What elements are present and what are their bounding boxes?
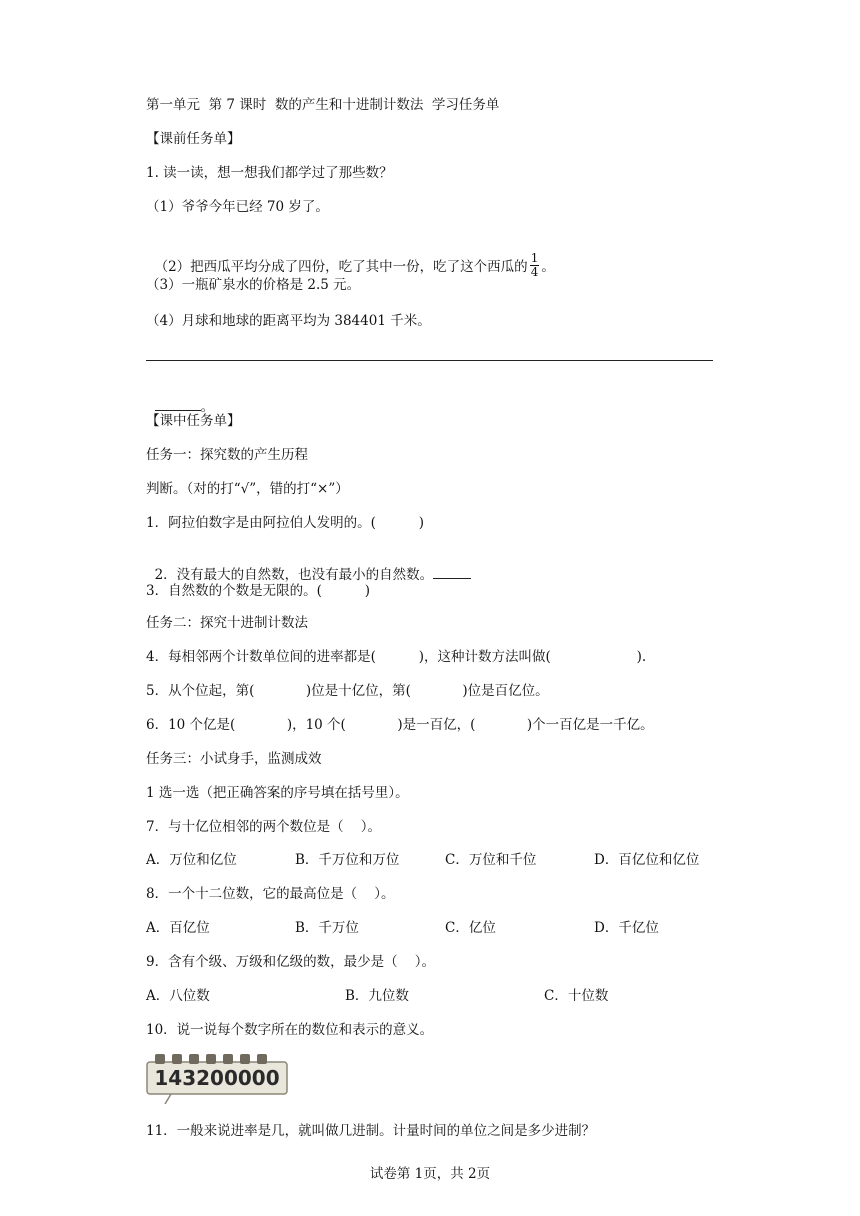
judge-intro: 判断。（对的打“√”，错的打“×”） — [146, 481, 349, 497]
q1-item-1: （1）爷爷今年已经 70 岁了。 — [146, 199, 329, 215]
q7-option-a[interactable]: A．万位和亿位 — [146, 852, 237, 868]
pre-task-header: 【课前任务单】 — [146, 131, 241, 147]
task-1-heading: 任务一：探究数的产生历程 — [146, 447, 308, 463]
judge-item-2: 2．没有最大的自然数，也没有最小的自然数。 — [154, 567, 434, 583]
q9-option-b[interactable]: B．九位数 — [345, 988, 409, 1004]
fraction-denominator: 4 — [530, 265, 539, 279]
number-card-svg — [145, 1052, 291, 1104]
question-8: 8．一个十二位数，它的最高位是（ ）。 — [146, 886, 395, 902]
q8-option-d[interactable]: D．千亿位 — [594, 920, 659, 936]
q8-option-c[interactable]: C．亿位 — [445, 920, 496, 936]
q7-option-c[interactable]: C．万位和千位 — [445, 852, 537, 868]
question-9: 9．含有个级、万级和亿级的数，最少是（ ）。 — [146, 954, 436, 970]
q1-item-2: （2）把西瓜平均分成了四份，吃了其中一份，吃了这个西瓜的 — [154, 259, 528, 275]
answer-tail: 。 — [200, 399, 215, 415]
q7-option-b[interactable]: B．千万位和万位 — [295, 852, 400, 868]
q7-option-d[interactable]: D．百亿位和亿位 — [594, 852, 700, 868]
q9-option-c[interactable]: C．十位数 — [544, 988, 609, 1004]
judge-item-2-blank[interactable] — [433, 566, 471, 579]
page-footer: 试卷第 1页，共 2页 — [369, 1166, 491, 1182]
answer-line[interactable] — [146, 360, 713, 361]
judge-item-3: 3．自然数的个数是无限的。( ) — [146, 583, 371, 599]
fraction-tail: 。 — [541, 259, 555, 275]
number-card-image — [145, 1052, 291, 1104]
fraction-one-quarter — [530, 252, 540, 279]
q8-option-b[interactable]: B．千万位 — [295, 920, 359, 936]
q9-option-a[interactable]: A．八位数 — [146, 988, 210, 1004]
task-3-heading: 任务三：小试身手，监测成效 — [146, 751, 322, 767]
question-1: 1. 读一读，想一想我们都学过了那些数？ — [146, 165, 393, 181]
in-class-header: 【课中任务单】 — [146, 413, 241, 429]
fill-item-6: 6．10 个亿是( )，10 个( )是一百亿，( )个一百亿是一千亿。 — [146, 717, 654, 733]
q1-item-3: （3）一瓶矿泉水的价格是 2.5 元。 — [146, 277, 361, 293]
fill-item-5: 5．从个位起，第( )位是十亿位，第( )位是百亿位。 — [146, 683, 549, 699]
q1-item-2-row — [146, 236, 555, 281]
number-card-value: 143200000 — [154, 1066, 280, 1090]
fraction-numerator: 1 — [530, 251, 539, 265]
question-11: 11．一般来说进率是几，就叫做几进制。计量时间的单位之间是多少进制？ — [146, 1123, 596, 1139]
judge-item-1: 1．阿拉伯数字是由阿拉伯人发明的。( ) — [146, 515, 425, 531]
q1-item-4: （4）月球和地球的距离平均为 384401 千米。 — [146, 313, 431, 329]
answer-line-continuation[interactable] — [146, 380, 214, 416]
question-10: 10．说一说每个数字所在的数位和表示的意义。 — [146, 1022, 434, 1038]
choose-intro: 1 选一选（把正确答案的序号填在括号里）。 — [146, 785, 409, 801]
question-7: 7．与十亿位相邻的两个数位是（ ）。 — [146, 819, 382, 835]
answer-short-line[interactable] — [155, 398, 201, 411]
fill-item-4: 4．每相邻两个计数单位间的进率都是( )，这种计数方法叫做( ). — [146, 649, 647, 665]
page-title: 第一单元 第 7 课时 数的产生和十进制计数法 学习任务单 — [146, 97, 500, 113]
task-2-heading: 任务二：探究十进制计数法 — [146, 615, 308, 631]
judge-item-2-row — [146, 548, 471, 584]
q8-option-a[interactable]: A．百亿位 — [146, 920, 210, 936]
